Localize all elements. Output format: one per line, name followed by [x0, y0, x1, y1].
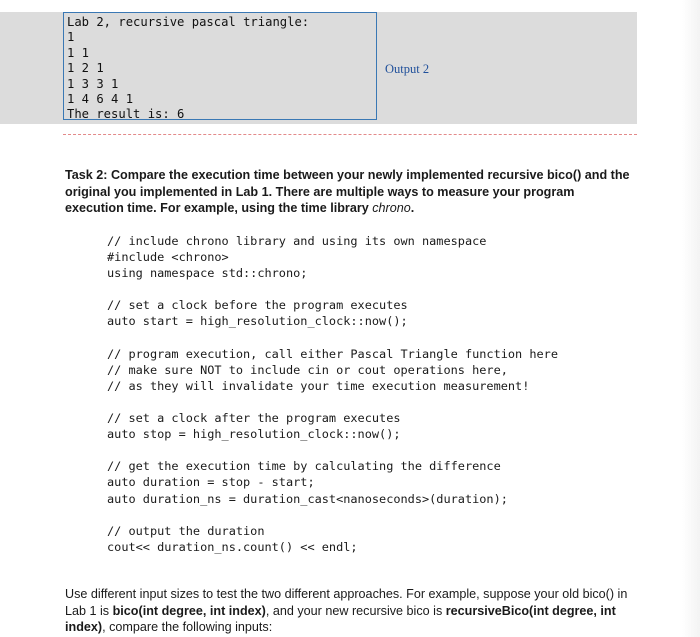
code-line: // make sure NOT to include cin or cout operations here, — [107, 362, 508, 377]
code-line — [107, 281, 627, 297]
console-line: Lab 2, recursive pascal triangle: — [67, 15, 310, 29]
console-line: 1 — [67, 30, 75, 45]
new-function-signature: recursiveBico(int degree, int index) — [65, 603, 616, 634]
console-line: 1 1 — [67, 45, 90, 60]
code-line: auto stop = high_resolution_clock::now(); — [107, 427, 401, 442]
code-line: // get the execution time by calculating the difference — [107, 459, 501, 474]
code-line: auto duration = stop - start; — [107, 475, 315, 490]
code-line — [107, 507, 627, 523]
code-line: cout<< duration_ns.count() << endl; — [107, 539, 358, 554]
usage-text: Use different input sizes to test the two different approaches. For example, suppose your old bico() in Lab 1 is — [65, 587, 628, 618]
task-description — [65, 167, 635, 217]
usage-paragraph — [65, 586, 635, 636]
code-line: // include chrono library and using its own namespace — [107, 234, 487, 248]
code-line: #include <chrono> — [107, 250, 229, 265]
task-text: Task 2: Compare the execution time between your newly implemented recursive bico() and the original you implemented in Lab 1. There are multiple ways to measure your program execution time. For example, using the time library — [65, 168, 630, 215]
code-line: // set a clock before the program executes — [107, 298, 408, 313]
usage-text: , compare the following inputs: — [102, 620, 273, 634]
page-edge-shadow — [682, 0, 700, 637]
code-line: // program execution, call either Pascal Triangle function here — [107, 346, 559, 361]
task-period: . — [410, 201, 415, 215]
library-name: chrono — [372, 201, 411, 215]
code-line: // output the duration — [107, 523, 265, 538]
code-line: using namespace std::chrono; — [107, 266, 308, 281]
console-line: 1 2 1 — [67, 61, 104, 76]
console-line: 1 3 3 1 — [67, 76, 119, 91]
section-divider — [63, 134, 637, 135]
code-line — [107, 330, 627, 346]
code-line — [107, 394, 627, 410]
console-line: 1 4 6 4 1 — [67, 92, 134, 107]
console-line: The result is: 6 — [67, 107, 185, 122]
usage-text: , and your new recursive bico is — [265, 603, 446, 618]
code-line: // as they will invalidate your time execution measurement! — [107, 378, 530, 393]
code-line: auto duration_ns = duration_cast<nanoseconds>(duration); — [107, 491, 508, 506]
code-line: // set a clock after the program executes — [107, 411, 401, 426]
code-line — [107, 442, 627, 458]
code-line: auto start = high_resolution_clock::now(); — [107, 314, 408, 329]
console-output — [63, 12, 377, 120]
old-function-signature: bico(int degree, int index) — [112, 603, 266, 618]
code-block — [107, 233, 627, 555]
output-caption: Output 2 — [385, 62, 430, 76]
